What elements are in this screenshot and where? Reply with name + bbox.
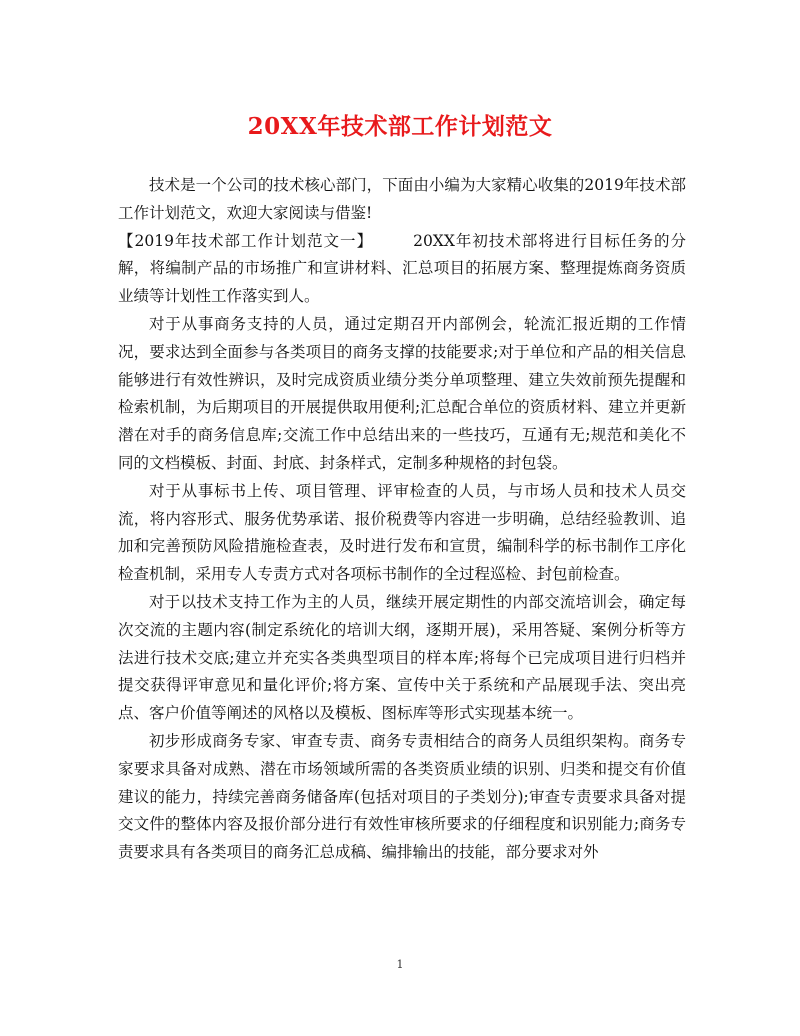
body-paragraph-organization: 初步形成商务专家、审查专责、商务专责相结合的商务人员组织架构。商务专家要求具备对成熟、潜在市场领域所需的各类资质业绩的识别、归类和提交有价值建议的能力，持续完善商务储备库(包括对项目的子类划分);审查专责要求具备对提交文件的整体内容及报价部分进行有效性审核所要求的仔细程度和识别能力;商务专责要求具有各类项目的商务汇总成稿、编排输出的技能，部分要求对外 [118, 731, 686, 862]
body-paragraph-technical-support: 对于以技术支持工作为主的人员，继续开展定期性的内部交流培训会，确定每次交流的主题内容(制定系统化的培训大纲，逐期开展)，采用答疑、案例分析等方法进行技术交底;建立并充实各类典型项目的样本库;将每个已完成项目进行归档并提交获得评审意见和量化评价;将方案、宣传中关于系统和产品展现手法、突出亮点、客户价值等阐述的风格以及模板、图标库等形式实现基本统一。 [118, 592, 686, 723]
document-title: 20XX年技术部工作计划范文 [247, 113, 553, 140]
page-number: 1 [396, 958, 404, 971]
document-body [118, 172, 686, 867]
body-paragraph-commercial-support: 对于从事商务支持的人员，通过定期召开内部例会，轮流汇报近期的工作情况，要求达到全面参与各类项目的商务支撑的技能要求;对于单位和产品的相关信息能够进行有效性辨识，及时完成资质业绩分类分单项整理、建立失效前预先提醒和检索机制，为后期项目的开展提供取用便利;汇总配合单位的资质材料、建立并更新潜在对手的商务信息库;交流工作中总结出来的一些技巧，互通有无;规范和美化不同的文档模板、封面、封底、封条样式，定制多种规格的封包袋。 [118, 314, 686, 472]
intro-paragraph: 技术是一个公司的技术核心部门，下面由小编为大家精心收集的2019年技术部工作计划范文，欢迎大家阅读与借鉴! [118, 176, 686, 222]
body-paragraph-bid-management: 对于从事标书上传、项目管理、评审检查的人员，与市场人员和技术人员交流，将内容形式、服务优势承诺、报价税费等内容进一步明确，总结经验教训、追加和完善预防风险措施检查表，及时进行发布和宣贯，编制科学的标书制作工序化检查机制，采用专人专责方式对各项标书制作的全过程巡检、封包前检查。 [118, 481, 686, 584]
section-paragraph [118, 228, 686, 311]
section-heading: 【2019年技术部工作计划范文一】 [118, 231, 374, 250]
section-lead-text: 20XX年初技术部将进行目标任务的分解，将编制产品的市场推广和宣讲材料、汇总项目的拓展方案、整理提炼商务资质业绩等计划性工作落实到人。 [118, 231, 686, 306]
